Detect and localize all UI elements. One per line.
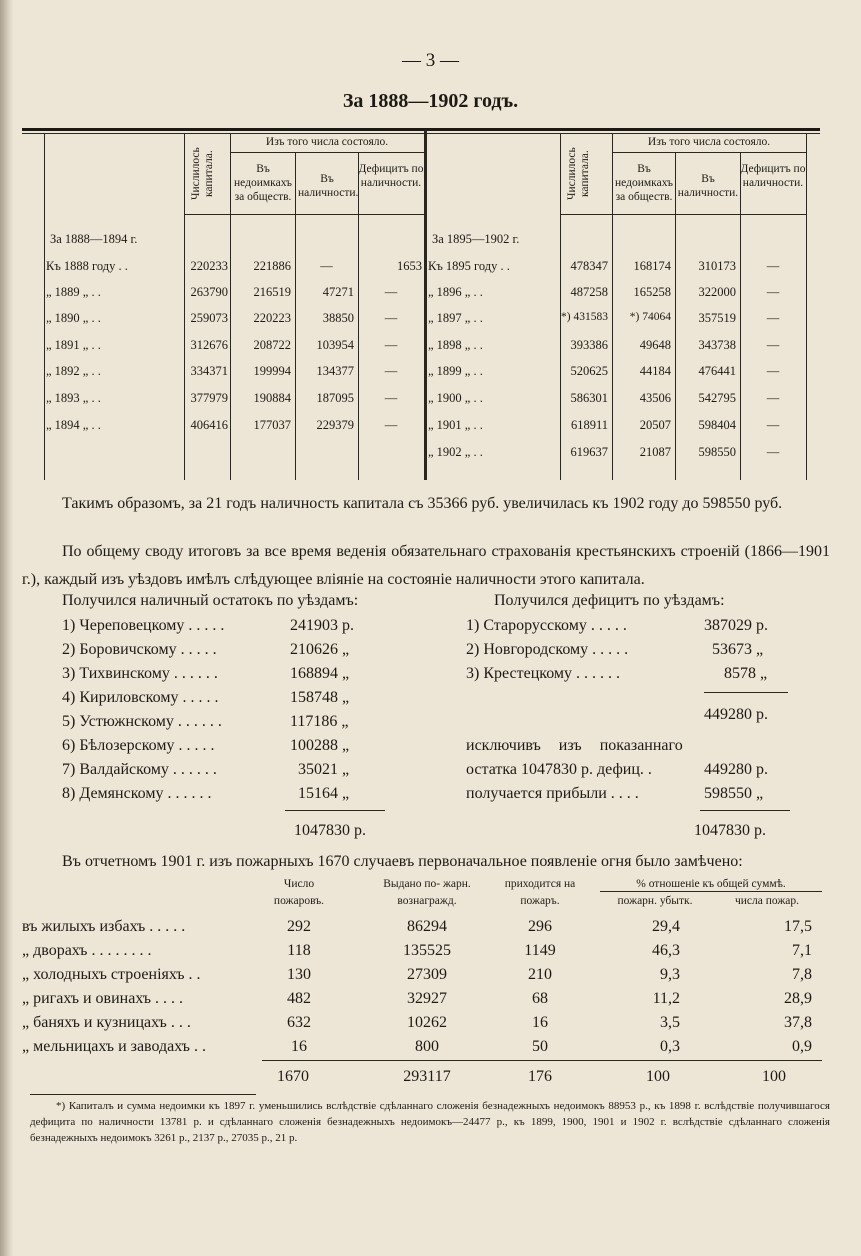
surplus-heading: Получился наличный остатокъ по уѣздамъ: [62,592,359,609]
row-deficit: — [384,418,398,432]
row-cash: 187095 [316,391,354,405]
row-arrears: 208722 [253,338,291,352]
fire-per: 296 [528,918,552,935]
row-capital: 618911 [570,418,608,432]
list-item-value: 117186 „ [290,713,349,730]
row-year: Къ 1888 году . . [46,259,128,273]
header-group-right: Изъ того числа состояло. [647,136,771,148]
row-capital: 586301 [570,391,608,405]
fire-loss: 9,3 [660,966,680,983]
row-deficit: — [766,418,780,432]
row-capital: 334371 [190,364,228,378]
header-fire-num: числа пожар. [734,895,800,907]
fire-loss: 0,3 [660,1038,680,1055]
fire-per: 210 [528,966,552,983]
fire-count: 130 [287,966,311,983]
fire-num: 7,1 [792,942,812,959]
fire-paid: 10262 [407,1014,447,1031]
row-deficit: 1653 [397,259,422,273]
row-arrears: 21087 [639,445,671,459]
fire-total-loss: 100 [646,1068,670,1085]
list-item: 2) Боровичскому . . . . . [62,641,217,658]
page-title: За 1888—1902 годъ. [342,90,519,112]
list-item-value: 158748 „ [290,689,350,706]
header-arrears-left: Въ недоимкахъ за обществ. [234,163,292,203]
header-capital-left: Числилось капитала. [190,147,215,201]
row-cash: 47271 [322,285,354,299]
page-edge-shadow [0,0,14,1256]
row-capital: 478347 [570,259,608,273]
fire-paid: 135525 [403,942,451,959]
row-year: „ 1890 „ . . [46,311,101,325]
row-deficit: — [766,311,780,325]
row-deficit: — [384,391,398,405]
row-capital: 393386 [570,338,608,352]
row-arrears: 165258 [633,285,671,299]
fires-intro: Въ отчетномъ 1901 г. изъ пожарныхъ 1670 случаевъ первоначальное появленіе огня было замѣчено: [62,853,743,870]
row-deficit: — [766,364,780,378]
row-capital: 377979 [190,391,228,405]
row-deficit: — [766,285,780,299]
row-year: „ 1899 „ . . [428,364,483,378]
row-cash: 343738 [698,338,736,352]
fire-place: „ ригахъ и овинахъ . . . . [22,990,183,1007]
list-item: 2) Новгородскому . . . . . [466,641,629,658]
header-fire-pct-rule [600,891,822,892]
overview-paragraph: По общему своду итоговъ за все время веденія обязательнаго страхованія крестьянскихъ строеній (1866—1901 г.), каждый изъ уѣздовъ имѣлъ слѣдующее вліяніе на состояніе наличности этого капитала. [22,543,830,588]
row-arrears: 221886 [253,259,291,273]
row-cash: — [320,259,333,273]
header-capital-right: Числилось капитала. [566,147,591,201]
row-capital: 259073 [190,311,228,325]
deficit-total: 1047830 р. [694,822,766,839]
row-cash: 542795 [698,391,736,405]
fire-place: „ баняхъ и кузницахъ . . . [22,1014,191,1031]
row-arrears: 199994 [253,364,291,378]
header-cash-right: Въ наличности. [677,173,739,199]
fire-paid: 800 [415,1038,439,1055]
list-item-value: 210626 „ [290,641,350,658]
fire-loss: 29,4 [652,918,680,935]
fire-total-num: 100 [762,1068,786,1085]
row-year: „ 1889 „ . . [46,285,101,299]
header-deficit-right: Дефицитъ по наличности. [740,163,806,189]
list-item-value: 15164 „ [298,785,350,802]
table-border-left [44,133,45,480]
list-item-value: 100288 „ [290,737,350,754]
fire-per: 68 [532,990,548,1007]
list-item: 6) Бѣлозерскому . . . . . [62,737,215,754]
row-arrears: *) 74064 [629,311,671,323]
table-border-right [806,133,807,480]
fire-loss: 11,2 [652,990,680,1007]
row-capital: 312676 [190,338,228,352]
list-item: 3) Тихвинскому . . . . . . [62,665,218,682]
row-arrears: 44184 [639,364,671,378]
list-item: 8) Демянскому . . . . . . [62,785,212,802]
row-year: Къ 1895 году . . [428,259,510,273]
deficit-heading: Получился дефицитъ по уѣздамъ: [494,592,725,609]
row-arrears: 216519 [253,285,291,299]
deficit-note-line3: получается прибыли . . . . [466,785,639,802]
group-line-left [230,152,424,153]
row-deficit: — [766,259,780,273]
row-year: „ 1892 „ . . [46,364,101,378]
header-fire-loss: пожарн. убытк. [617,895,693,907]
deficit-sum-rule [704,692,788,693]
row-capital: 263790 [190,285,228,299]
row-cash: 103954 [316,338,354,352]
header-fire-count: Число пожаровъ. [273,878,325,907]
row-year: „ 1901 „ . . [428,418,483,432]
fire-paid: 32927 [407,990,447,1007]
list-item: 3) Крестецкому . . . . . . [466,665,621,682]
deficit-note-line2-value: 449280 р. [704,761,768,778]
header-bottom-left [184,214,424,215]
row-arrears: 190884 [253,391,291,405]
group-line-right [612,152,806,153]
list-item-value: 387029 р. [704,617,768,634]
fires-total-rule [262,1060,822,1061]
row-capital: 406416 [190,418,228,432]
row-cash: 134377 [316,364,354,378]
deficit-total-rule [700,810,790,811]
row-deficit: — [384,338,398,352]
row-year: „ 1898 „ . . [428,338,483,352]
row-cash: 598550 [698,445,736,459]
table-top-rule [22,128,820,131]
list-item: 4) Кириловскому . . . . . [62,689,219,706]
header-arrears-right: Въ недоимкахъ за обществ. [615,163,673,203]
header-cash-left: Въ наличности. [298,173,359,199]
deficit-note-line2: остатка 1047830 р. дефиц. . [466,761,652,778]
row-year: „ 1902 „ . . [428,445,483,459]
deficit-note-line1: исключивъ изъ показаннаго [466,737,683,754]
list-item-value: 168894 „ [290,665,350,682]
list-item: 1) Старорусскому . . . . . [466,617,627,634]
row-year: „ 1900 „ . . [428,391,483,405]
header-bottom-right [560,214,806,215]
summary-paragraph: Такимъ образомъ, за 21 годъ наличность капитала съ 35366 руб. увеличилась къ 1902 году до 598550 руб. [62,495,783,512]
row-capital: 619637 [570,445,608,459]
list-item-value: 53673 „ [712,641,764,658]
fire-count: 482 [287,990,311,1007]
row-cash: 38850 [322,311,354,325]
row-cash: 357519 [698,311,736,325]
fire-per: 50 [532,1038,548,1055]
header-fire-paid: Выдано по- жарн. вознагражд. [383,878,471,907]
right-period-label: За 1895—1902 г. [432,232,520,246]
fire-num: 17,5 [784,918,812,935]
row-year: „ 1896 „ . . [428,285,483,299]
fire-per: 1149 [524,942,556,959]
fire-place: „ холодныхъ строеніяхъ . . [22,966,201,983]
list-item-value: 241903 р. [290,617,354,634]
row-arrears: 168174 [633,259,671,273]
list-item-value: 8578 „ [724,665,768,682]
list-item: 1) Череповецкому . . . . . [62,617,225,634]
fire-total-per: 176 [528,1068,552,1085]
row-deficit: — [384,285,398,299]
fire-total-count: 1670 [277,1068,309,1085]
row-cash: 322000 [698,285,736,299]
fire-paid: 86294 [407,918,447,935]
fire-per: 16 [532,1014,548,1031]
header-fire-per: приходится на пожаръ. [504,878,576,907]
list-item: 5) Устюжнскому . . . . . . [62,713,222,730]
fire-count: 118 [287,942,311,959]
fire-num: 0,9 [792,1038,812,1055]
page-number: — 3 — [402,50,459,71]
row-deficit: — [766,338,780,352]
row-year: „ 1894 „ . . [46,418,101,432]
header-group-left: Изъ того числа состояло. [265,136,389,148]
fire-paid: 27309 [407,966,447,983]
row-year: „ 1893 „ . . [46,391,101,405]
fire-count: 292 [287,918,311,935]
deficit-sum: 449280 р. [704,706,768,723]
fire-num: 28,9 [784,990,812,1007]
row-deficit: — [766,445,780,459]
fire-total-paid: 293117 [403,1068,451,1085]
row-cash: 598404 [698,418,736,432]
header-fire-pct: % отношеніе къ общей суммѣ. [636,878,786,890]
fire-loss: 46,3 [652,942,680,959]
fire-place: „ мельницахъ и заводахъ . . [22,1038,206,1055]
footnote-rule [30,1094,256,1095]
footnote: *) Капиталъ и сумма недоимки къ 1897 г. уменьшились вслѣдствіе сдѣланнаго сложенія безнадежныхъ недоимокъ 88953 р., къ 1898 г. вслѣдствіе получившагося дефицита по наличности 13781 р. и сдѣланнаго сложенія безнадежныхъ недоимокъ—24477 р., къ 1899, 1900, 1901 и 1902 г. вслѣдствіе сдѣланнаго сложенія безнадежныхъ недоимокъ 3261 р., 2137 р., 27035 р., 21 р. [30,1100,830,1144]
row-arrears: 49648 [639,338,671,352]
surplus-sum-rule [285,810,385,811]
row-year: „ 1891 „ . . [46,338,101,352]
row-arrears: 20507 [639,418,671,432]
row-year: „ 1897 „ . . [428,311,483,325]
fire-place: „ дворахъ . . . . . . . . [22,942,152,959]
table-divider-middle-b [426,130,427,480]
row-capital: *) 431583 [561,311,608,323]
fire-num: 37,8 [784,1014,812,1031]
fire-loss: 3,5 [660,1014,680,1031]
row-deficit: — [384,311,398,325]
fire-count: 632 [287,1014,311,1031]
row-cash: 476441 [698,364,736,378]
row-capital: 220233 [190,259,228,273]
list-item: 7) Валдайскому . . . . . . [62,761,217,778]
row-cash: 310173 [698,259,736,273]
fire-count: 16 [291,1038,307,1055]
fire-num: 7,8 [792,966,812,983]
row-arrears: 43506 [639,391,671,405]
row-capital: 520625 [570,364,608,378]
surplus-total: 1047830 р. [294,822,366,839]
row-arrears: 220223 [253,311,291,325]
table-top-rule-thin [22,133,820,134]
list-item-value: 35021 „ [298,761,350,778]
row-deficit: — [384,364,398,378]
deficit-note-line3-value: 598550 „ [704,785,764,802]
fire-place: въ жилыхъ избахъ . . . . . [22,918,186,935]
row-cash: 229379 [316,418,354,432]
header-deficit-left: Дефицитъ по наличности. [358,163,424,189]
row-arrears: 177037 [253,418,291,432]
row-deficit: — [766,391,780,405]
left-period-label: За 1888—1894 г. [50,232,138,246]
row-capital: 487258 [570,285,608,299]
